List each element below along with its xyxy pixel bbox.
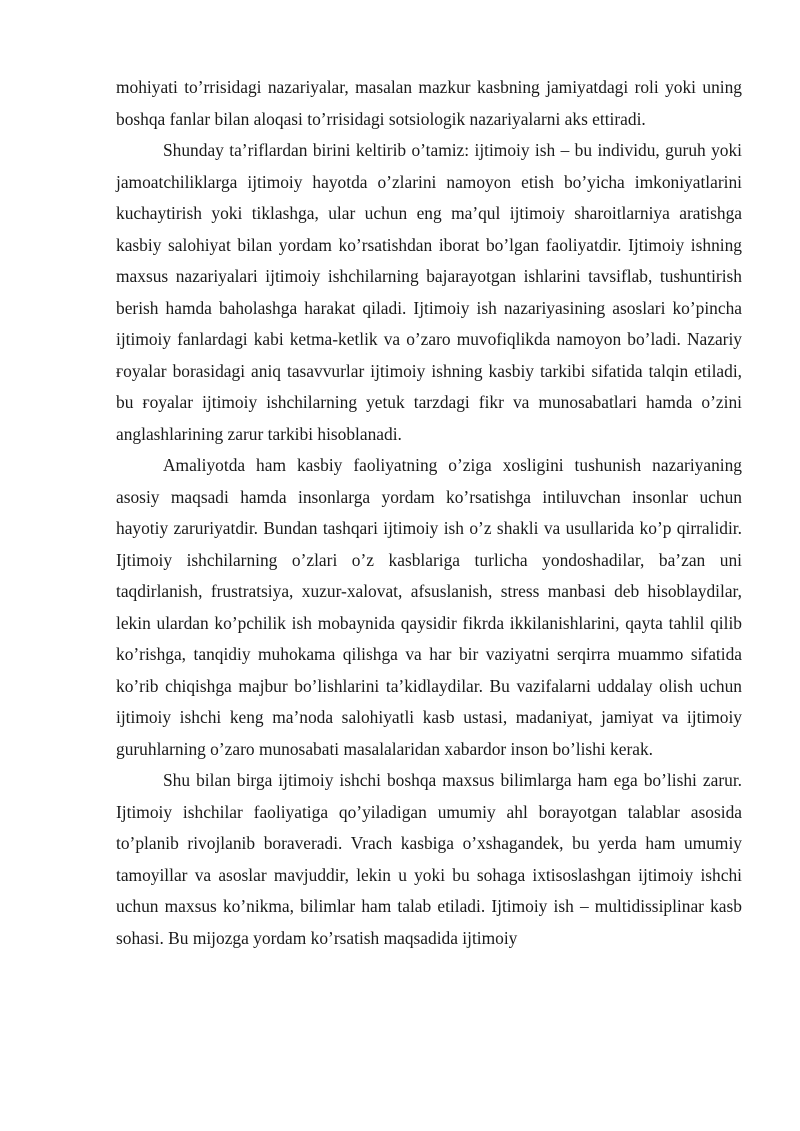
paragraph-3: Amaliyotda ham kasbiy faoliyatning o’ziga xosligini tushunish nazariyaning asosiy maqsadi hamda insonlarga yordam ko’rsatishga intiluvchan insonlar uchun hayotiy zaruriyatdir. Bundan tashqari ijtimoiy ish o’z shakli va usullarida ko’p qirralidir. Ijtimoiy ishchilarning o’zlari o’z kasblariga turlicha yondoshadilar, ba’zan uni taqdirlanish, frustratsiya, xuzur-xalovat, afsuslanish, stress manbasi deb hisoblaydilar, lekin ulardan ko’pchilik ish mobaynida qaysidir fikrda ikkilanishlarini, qayta tahlil qilib ko’rishga, tanqidiy muhokama qilishga va har bir vaziyatni serqirra muammo sifatida ko’rib chiqishga majbur bo’lishlarini ta’kidlaydilar. Bu vazifalarni uddalay olish uchun ijtimoiy ishchi keng ma’noda salohiyatli kasb ustasi, madaniyat, jamiyat va ijtimoiy guruhlarning o’zaro munosabati masalalaridan xabardor inson bo’lishi kerak. <box>116 455 742 759</box>
paragraph-2: Shunday ta’riflardan birini keltirib o’tamiz: ijtimoiy ish – bu individu, guruh yoki jamoatchiliklarga ijtimoiy hayotda o’zlarini namoyon etish bo’yicha imkoniyatlarini kuchaytirish yoki tiklashga, ular uchun eng ma’qul ijtimoiy sharoitlarniya aratishga kasbiy salohiyat bilan yordam ko’rsatishdan iborat bo’lgan faoliyatdir. Ijtimoiy ishning maxsus nazariyalari ijtimoiy ishchilarning bajarayotgan ishlarini tavsiflab, tushuntirish berish hamda baholashga harakat qiladi. Ijtimoiy ish nazariyasining asoslari ko’pincha ijtimoiy fanlardagi kabi ketma-ketlik va o’zaro muvofiqlikda namoyon bo’ladi. Nazariy ғoyalar borasidagi aniq tasavvurlar ijtimoiy ishning kasbiy tarkibi sifatida talqin etiladi, bu ғoyalar ijtimoiy ishchilarning yetuk tarzdagi fikr va munosabatlari hamda o’zini anglashlarining zarur tarkibi hisoblanadi. <box>116 140 742 444</box>
document-body <box>116 72 742 954</box>
paragraph-4: Shu bilan birga ijtimoiy ishchi boshqa maxsus bilimlarga ham ega bo’lishi zarur. Ijtimoiy ishchilar faoliyatiga qo’yiladigan umumiy ahl borayotgan talablar asosida to’planib rivojlanib boraveradi. Vrach kasbiga o’xshagandek, bu yerda ham umumiy tamoyillar va asoslar mavjuddir, lekin u yoki bu sohaga ixtisoslashgan ijtimoiy ishchi uchun maxsus ko’nikma, bilimlar ham talab etiladi. Ijtimoiy ish – multidissiplinar kasb sohasi. Bu mijozga yordam ko’rsatish maqsadida ijtimoiy <box>116 770 742 948</box>
paragraph-1: mohiyati to’rrisidagi nazariyalar, masalan mazkur kasbning jamiyatdagi roli yoki uning boshqa fanlar bilan aloqasi to’rrisidagi sotsiologik nazariyalarni aks ettiradi. <box>116 77 742 129</box>
